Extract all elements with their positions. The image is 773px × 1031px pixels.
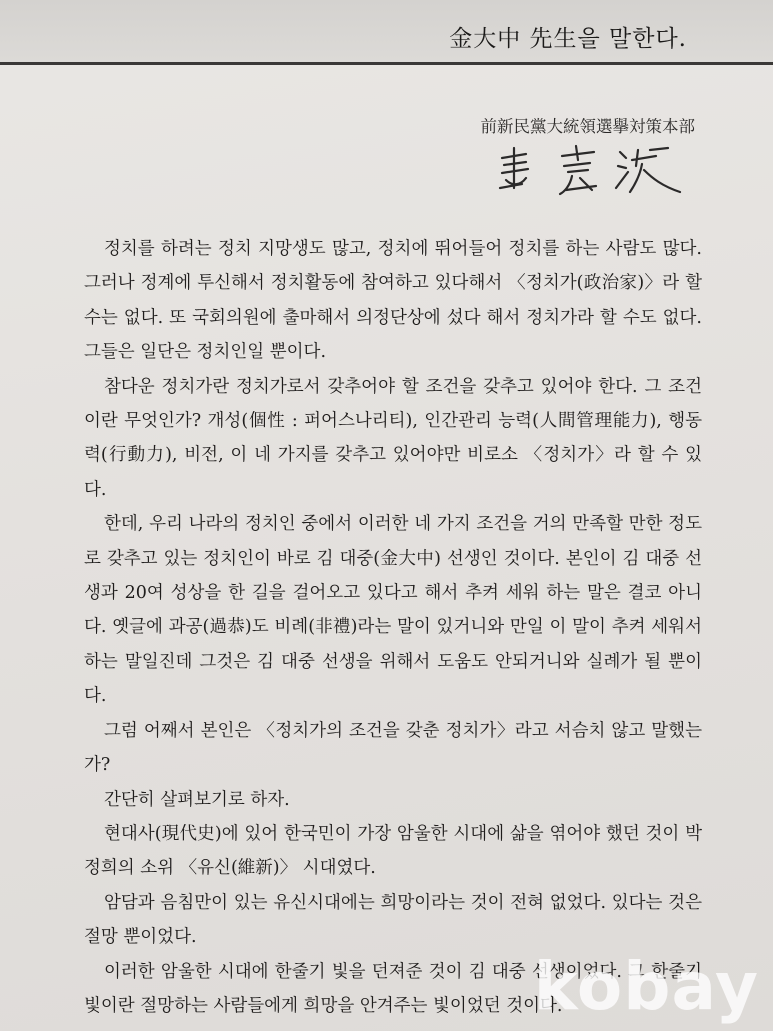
body-paragraph: 간단히 살펴보기로 하자. xyxy=(104,789,290,810)
body-paragraph: 정치를 하려는 정치 지망생도 많고, 정치에 뛰어들어 정치를 하는 사람도 많다. 그러나 정계에 투신해서 정치활동에 참여하고 있다해서 〈정치가(政治家)〉라 할 수는 없다. 또 국회의원에 출마해서 의정단상에 섰다 해서 정치가라 할 수도 없다. 그들은 일단은 정치인일 뿐이다. xyxy=(84,239,702,363)
body-paragraph: 암담과 음침만이 있는 유신시대에는 희망이라는 것이 전혀 없었다. 있다는 것은 절망 뿐이었다. xyxy=(84,892,702,948)
body-paragraph: 한데, 우리 나라의 정치인 중에서 이러한 네 가지 조건을 거의 만족할 만한 정도로 갖추고 있는 정치인이 바로 김 대중(金大中) 선생인 것이다. 본인이 김 대중 선생과 20여 성상을 한 길을 걸어오고 있다고 해서 추켜 세워 하는 말은 결코 아니다. 옛글에 과공(過恭)도 비례(非禮)라는 말이 있거니와 만일 이 말이 추켜 세워서 하는 말일진데 그것은 김 대중 선생을 위해서 도움도 안되거니와 실례가 될 뿐이다. xyxy=(84,514,702,707)
author-affiliation: 前新民黨大統領選擧対策本部 xyxy=(480,117,695,136)
article-body xyxy=(84,232,702,1023)
header-rule-divider xyxy=(0,62,773,65)
body-paragraph: 참다운 정치가란 정치가로서 갖추어야 할 조건을 갖추고 있어야 한다. 그 조건이란 무엇인가? 개성(個性 : 퍼어스나리티), 인간관리 능력(人間管理能力), 행동력(行動力), 비전, 이 네 가지를 갖추고 있어야만 비로소 〈정치가〉라 할 수 있다. xyxy=(84,376,702,500)
body-paragraph: 이러한 암울한 시대에 한줄기 빛을 던져준 것이 김 대중 선생이었다. 그 한줄기 빛이란 절망하는 사람들에게 희망을 안겨주는 빛이었던 것이다. xyxy=(84,961,702,1016)
handwritten-signature xyxy=(492,138,692,200)
page-header-title: 金大中 先生을 말한다. xyxy=(449,26,687,52)
body-paragraph: 현대사(現代史)에 있어 한국민이 가장 암울한 시대에 삶을 엮어야 했던 것이 박 정희의 소위 〈유신(維新)〉 시대였다. xyxy=(84,823,702,879)
body-paragraph: 그럼 어째서 본인은 〈정치가의 조건을 갖춘 정치가〉라고 서슴치 않고 말했는가? xyxy=(84,720,702,776)
site-watermark: kobay xyxy=(533,948,759,1025)
